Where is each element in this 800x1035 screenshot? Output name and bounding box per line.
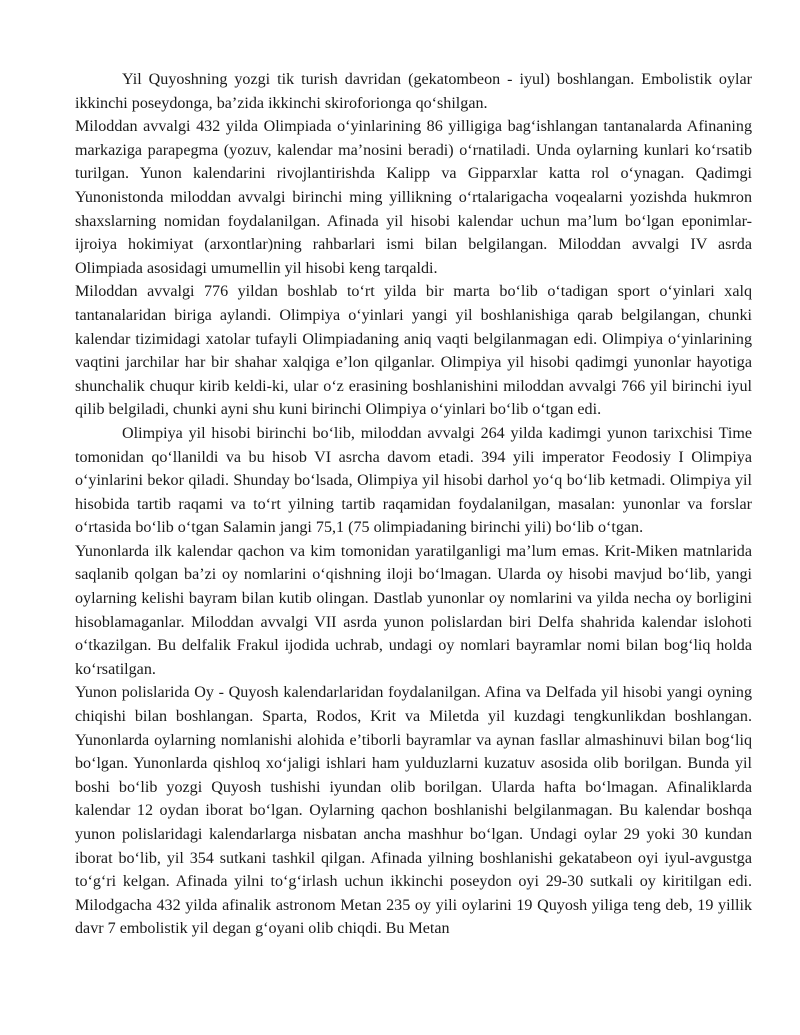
paragraph-4: Olimpiya yil hisobi birinchi bo‘lib, miloddan avvalgi 264 yilda kadimgi yunon tarixchisi Time tomonidan qo‘llanildi va bu hisob VI asrcha davom etadi. 394 yili imperator Feodosiy I Olimpiya o‘yinlarini bekor qiladi. Shunday bo‘lsada, Olimpiya yil hisobi darhol yo‘q bo‘lib ketmadi. Olimpiya yil hisobida tartib raqami va to‘rt yilning tartib raqamidan foydalanilgan, masalan: yunonlar va forslar o‘rtasida bo‘lib o‘tgan Salamin jangi 75,1 (75 olimpiadaning birinchi yili) bo‘lib o‘tgan. [75, 424, 752, 537]
paragraph-2: Miloddan avvalgi 432 yilda Olimpiada o‘yinlarining 86 yilligiga bag‘ishlangan tantanalarda Afinaning markaziga parapegma (yozuv, kalendar ma’nosini beradi) o‘rnatiladi. Unda oylarning kunlari ko‘rsatib turilgan. Yunon kalendarini rivojlantirishda Kalipp va Gipparxlar katta rol o‘ynagan. Qadimgi Yunonistonda miloddan avvalgi birinchi ming yillikning o‘rtalarigacha voqealarni yozishda hukmron shaxslarning nomidan foydalanilgan. Afinada yil hisobi kalendar uchun ma’lum bo‘lgan eponimlar-ijroiya hokimiyat (arxontlar)ning rahbarlari ismi bilan belgilangan. Miloddan avvalgi IV asrda Olimpiada asosidagi umumellin yil hisobi keng tarqaldi. [75, 118, 752, 277]
paragraph-1: Yil Quyoshning yozgi tik turish davridan (gekatombeon - iyul) boshlangan. Embolistik oylar ikkinchi poseydonga, ba’zida ikkinchi skiroforionga qo‘shilgan. [75, 71, 752, 112]
paragraph-6: Yunon polislarida Oy - Quyosh kalendarlaridan foydalanilgan. Afina va Delfada yil hisobi yangi oyning chiqishi bilan boshlangan. Sparta, Rodos, Krit va Miletda yil kuzdagi tengkunlikdan boshlangan. Yunonlarda oylarning nomlanishi alohida e’tiborli bayramlar va aynan fasllar almashinuvi bilan bog‘liq bo‘lgan. Yunonlarda qishloq xo‘jaligi ishlari ham yulduzlarni kuzatuv asosida olib borilgan. Bunda yil boshi bo‘lib yozgi Quyosh tushishi iyundan olib borilgan. Ularda hafta bo‘lmagan. Afinaliklarda kalendar 12 oydan iborat bo‘lgan. Oylarning qachon boshlanishi belgilanmagan. Bu kalendar boshqa yunon polislaridagi kalendarlarga nisbatan ancha mashhur bo‘lgan. Undagi oylar 29 yoki 30 kundan iborat bo‘lib, yil 354 sutkani tashkil qilgan. Afinada yilning boshlanishi gekatabeon oyi iyul-avgustga to‘g‘ri kelgan. Afinada yilni to‘g‘irlash uchun ikkinchi poseydon oyi 29-30 sutkali oy kiritilgan edi. Milodgacha 432 yilda afinalik astronom Metan 235 oy yili oylarini 19 Quyosh yiliga teng deb, 19 yillik davr 7 embolistik yil degan g‘oyani olib chiqdi. Bu Metan [75, 684, 752, 938]
document-page [75, 68, 752, 941]
paragraph-5: Yunonlarda ilk kalendar qachon va kim tomonidan yaratilganligi ma’lum emas. Krit-Miken matnlarida saqlanib qolgan ba’zi oy nomlarini o‘qishning iloji bo‘lmagan. Ularda oy hisobi mavjud bo‘lib, yangi oylarning kelishi bayram bilan kutib olingan. Dastlab yunonlar oy nomlarini va yilda necha oy borligini hisoblamaganlar. Miloddan avvalgi VII asrda yunon polislardan biri Delfa shahrida kalendar islohoti o‘tkazilgan. Bu delfalik Frakul ijodida uchrab, undagi oy nomlari bayramlar nomi bilan bog‘liq holda ko‘rsatilgan. [75, 542, 752, 678]
paragraph-3: Miloddan avvalgi 776 yildan boshlab to‘rt yilda bir marta bo‘lib o‘tadigan sport o‘yinlari xalq tantanalaridan biriga aylandi. Olimpiya o‘yinlari yangi yil boshlanishiga qarab belgilangan, chunki kalendar tizimidagi xatolar tufayli Olimpiadaning aniq vaqti belgilanmagan edi. Olimpiya o‘yinlarining vaqtini jarchilar har bir shahar xalqiga e’lon qilganlar. Olimpiya yil hisobi qadimgi yunonlar hayotiga shunchalik chuqur kirib keldi-ki, ular o‘z erasining boshlanishini miloddan avvalgi 766 yil birinchi iyul qilib belgiladi, chunki ayni shu kuni birinchi Olimpiya o‘yinlari bo‘lib o‘tgan edi. [75, 283, 752, 419]
